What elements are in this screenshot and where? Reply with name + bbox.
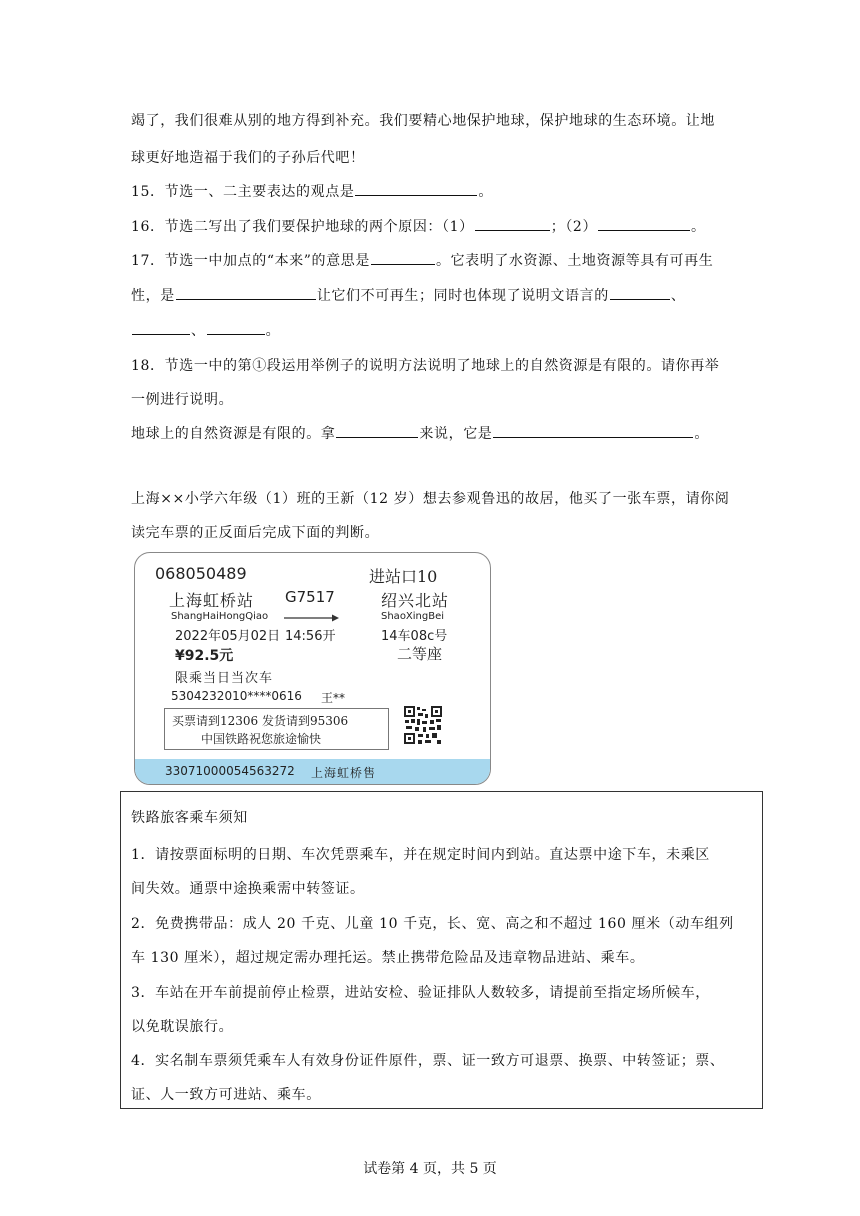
question-15 (131, 181, 493, 201)
question-text: 、 (191, 323, 206, 339)
ticket-name: 王** (321, 691, 346, 705)
ticket-from-pinyin: ShangHaiHongQiao (171, 611, 269, 622)
ticket-id: 5304232010****0616 (171, 689, 302, 703)
notice-line: 4．实名制车票须凭乘车人有效身份证件原件，票、证一致方可退票、换票、中转签证；票、 (131, 1053, 725, 1069)
notice-line: 车 130 厘米），超过规定需办理托运。禁止携带危险品及违章物品进站、乘车。 (131, 950, 645, 966)
answer-blank[interactable] (493, 423, 693, 438)
question-text: 。 (691, 219, 706, 235)
question-text: 性，是 (131, 288, 175, 304)
ticket-info-box (164, 708, 389, 750)
notice-title: 铁路旅客乘车须知 (131, 810, 248, 826)
answer-blank[interactable] (207, 320, 265, 335)
question-text: 。 (265, 323, 281, 339)
ticket-box-line: 中国铁路祝您旅途愉快 (201, 732, 322, 746)
question-18-line2: 一例进行说明。 (131, 392, 234, 408)
ticket-date: 2022年05月02日 (175, 629, 281, 644)
answer-blank[interactable] (371, 250, 435, 265)
answer-blank[interactable] (475, 216, 550, 231)
ticket-serial: 33071000054563272 (165, 764, 295, 778)
passage-line: 球更好地造福于我们的子孙后代吧！ (131, 150, 365, 166)
question-text: 。 (694, 426, 710, 442)
page-footer: 试卷第 4 页，共 5 页 (363, 1161, 497, 1177)
ticket-to-pinyin: ShaoXingBei (381, 611, 445, 622)
ticket-to-station: 绍兴北站 (381, 591, 450, 610)
notice-line: 1．请按票面标明的日期、车次凭票乘车，并在规定时间内到站。直达票中途下车，未乘区 (131, 847, 710, 863)
ticket-bottom-strip (135, 759, 490, 784)
answer-blank[interactable] (355, 181, 477, 196)
question-16 (131, 216, 706, 236)
question-text: 。它表明了水资源、土地资源等具有可再生 (435, 253, 714, 269)
answer-blank[interactable] (132, 320, 190, 335)
question-text: 15．节选一、二主要表达的观点是 (131, 184, 355, 200)
question-text: 。 (478, 184, 494, 200)
ticket-seat: 14车08c号 (381, 629, 448, 644)
question-18-line3 (131, 423, 709, 443)
passenger-notice (120, 791, 763, 1109)
question-17-line3 (131, 320, 280, 340)
question-18: 18．节选一中的第①段运用举例子的说明方法说明了地球上的自然资源是有限的。请你再举 (131, 358, 720, 374)
ticket-number: 068050489 (155, 564, 247, 583)
ticket-time: 14:56开 (285, 629, 336, 644)
notice-line: 以免耽误旅行。 (131, 1019, 234, 1035)
intro-line: 读完车票的正反面后完成下面的判断。 (131, 525, 380, 541)
answer-blank[interactable] (336, 423, 418, 438)
ticket-from-station: 上海虹桥站 (169, 591, 255, 610)
ticket-office: 上海虹桥售 (311, 766, 377, 780)
ticket-gate: 进站口10 (369, 567, 438, 586)
notice-line: 3．车站在开车前提前停止检票，进站安检、验证排队人数较多，请提前至指定场所候车， (131, 985, 710, 1001)
ticket-train-number: G7517 (285, 588, 335, 606)
question-text: 让它们不可再生；同时也体现了说明文语言的 (316, 288, 609, 304)
question-17 (131, 250, 713, 270)
answer-blank[interactable] (176, 285, 316, 300)
ticket-box-line: 买票请到12306 发货请到95306 (172, 714, 349, 728)
notice-line: 2．免费携带品：成人 20 千克、儿童 10 千克，长、宽、高之和不超过 160 厘米（动车组列 (131, 916, 734, 932)
ticket-class: 二等座 (397, 645, 443, 663)
question-text: 、 (670, 288, 686, 304)
question-text: 地球上的自然资源是有限的。拿 (131, 426, 336, 442)
ticket-price: ¥92.5元 (175, 648, 234, 664)
answer-blank[interactable] (610, 285, 670, 300)
question-text: 16．节选二写出了我们要保护地球的两个原因：（1） (131, 219, 474, 235)
notice-line: 间失效。通票中途换乘需中转签证。 (131, 881, 365, 897)
answer-blank[interactable] (598, 216, 690, 231)
qr-code-icon (403, 705, 443, 745)
notice-line: 证、人一致方可进站、乘车。 (131, 1087, 321, 1103)
train-ticket (134, 552, 491, 785)
passage-line: 竭了，我们很难从别的地方得到补充。我们要精心地保护地球，保护地球的生态环境。让地 (131, 113, 715, 129)
ticket-limit: 限乘当日当次车 (175, 671, 274, 686)
intro-line: 上海××小学六年级（1）班的王新（12 岁）想去参观鲁迅的故居，他买了一张车票，请你阅 (131, 491, 730, 507)
question-text: 来说，它是 (419, 426, 493, 442)
arrow-right-icon (282, 613, 340, 623)
question-17-line2 (131, 285, 685, 305)
question-text: ；（2） (550, 219, 598, 235)
question-text: 17．节选一中加点的“本来”的意思是 (131, 253, 370, 269)
